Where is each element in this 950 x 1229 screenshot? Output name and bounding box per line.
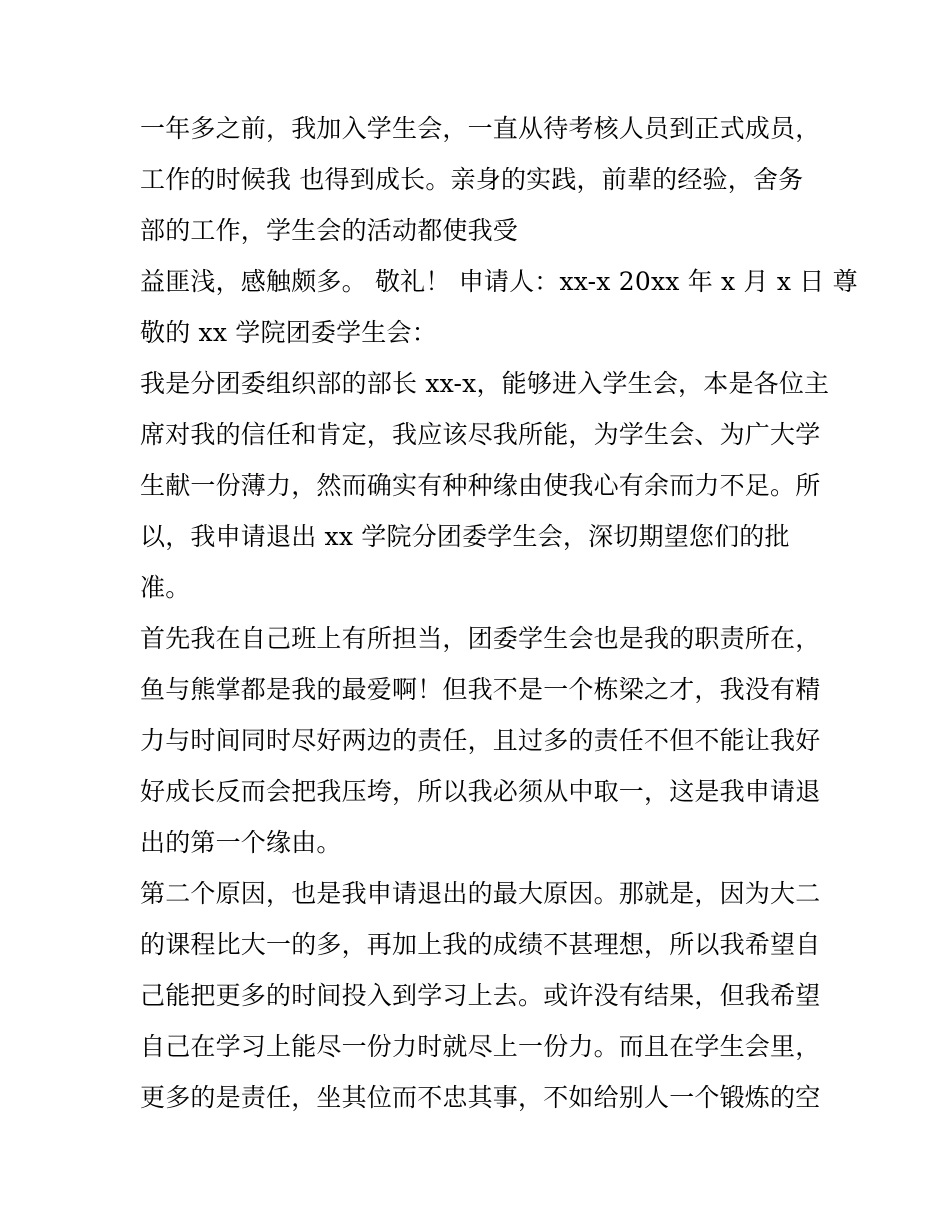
text-line: 益匪浅，感触颇多。 敬礼！ 申请人：xx-x 20xx 年 x 月 x 日 尊: [140, 267, 858, 296]
text-line: 以，我申请退出 xx 学院分团委学生会，深切期望您们的批: [140, 522, 790, 551]
text-line: 席对我的信任和肯定，我应该尽我所能，为学生会、为广大学: [140, 420, 821, 449]
text-line: 鱼与熊掌都是我的最爱啊！但我不是一个栋梁之才，我没有精: [140, 675, 821, 704]
text-line: 生献一份薄力，然而确实有种种缘由使我心有余而力不足。所: [140, 471, 821, 500]
text-line: 好成长反而会把我压垮，所以我必须从中取一，这是我申请退: [140, 777, 821, 806]
text-line: 首先我在自己班上有所担当，团委学生会也是我的职责所在，: [140, 624, 821, 653]
letter-body: [140, 103, 858, 1123]
text-line: 自己在学习上能尽一份力时就尽上一份力。而且在学生会里，: [140, 1032, 821, 1061]
text-line: 我是分团委组织部的部长 xx-x，能够进入学生会，本是各位主: [140, 369, 830, 398]
text-line: 准。: [140, 573, 191, 602]
text-line: 出的第一个缘由。: [140, 828, 342, 857]
text-line: 的课程比大一的多，再加上我的成绩不甚理想，所以我希望自: [140, 930, 821, 959]
text-line: 第二个原因，也是我申请退出的最大原因。那就是，因为大二: [140, 879, 821, 908]
text-line: 更多的是责任，坐其位而不忠其事，不如给别人一个锻炼的空: [140, 1083, 821, 1112]
text-line: 力与时间同时尽好两边的责任，且过多的责任不但不能让我好: [140, 726, 821, 755]
text-line: 敬的 xx 学院团委学生会：: [140, 318, 437, 347]
text-line: 一年多之前，我加入学生会，一直从待考核人员到正式成员，: [140, 114, 821, 143]
text-line: 己能把更多的时间投入到学习上去。或许没有结果，但我希望: [140, 981, 821, 1010]
text-line: 部的工作，学生会的活动都使我受: [140, 216, 519, 245]
text-line: 工作的时候我 也得到成长。亲身的实践，前辈的经验，舍务: [140, 165, 804, 194]
